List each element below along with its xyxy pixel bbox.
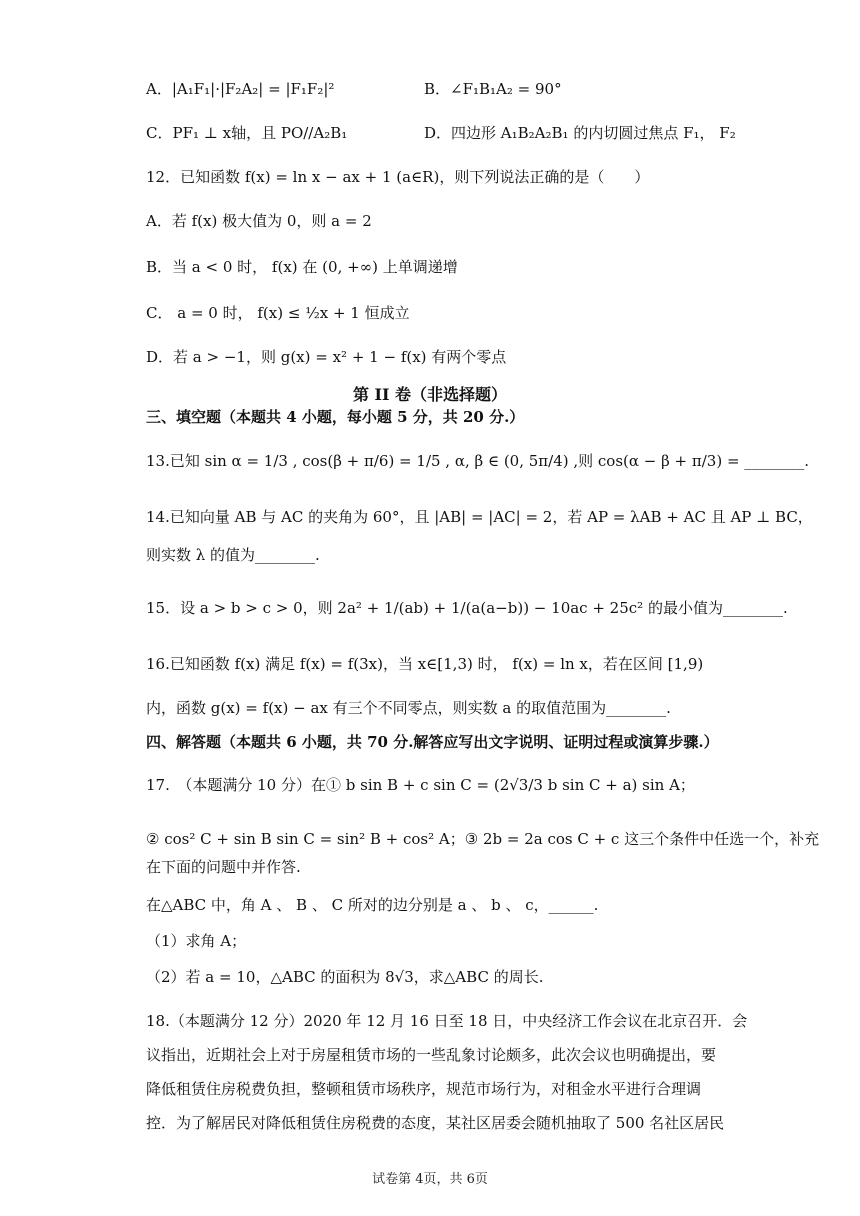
option-b-top: B．∠F₁B₁A₂ = 90° — [424, 80, 562, 98]
q17-part1: （1）求角 A； — [146, 932, 247, 950]
q13: 13.已知 sin α = 1/3 , cos(β + π/6) = 1/5 , α, β ∈ (0, 5π/4) ,则 cos(α − β + π/3) = ________. — [146, 452, 810, 470]
q17-line3: 在下面的问题中并作答. — [146, 858, 301, 876]
option-c-top: C．PF₁ ⊥ x轴，且 PO//A₂B₁ — [146, 124, 348, 142]
q14-line1: 14.已知向量 AB 与 AC 的夹角为 60°，且 |AB| = |AC| = 2，若 AP = λAB + AC 且 AP ⊥ BC， — [146, 508, 813, 526]
q17-line2: ② cos² C + sin B sin C = sin² B + cos² A；③ 2b = 2a cos C + c 这三个条件中任选一个，补充 — [146, 830, 820, 848]
q18-line1: 18.（本题满分 12 分）2020 年 12 月 16 日至 18 日，中央经济工作会议在北京召开．会 — [146, 1012, 748, 1030]
q17-line4: 在△ABC 中，角 A 、 B 、 C 所对的边分别是 a 、 b 、 c，______. — [146, 896, 599, 914]
page-footer: 试卷第 4页，共 6页 — [372, 1172, 488, 1187]
q18-line4: 控．为了解居民对降低租赁住房税费的态度，某社区居委会随机抽取了 500 名社区居民 — [146, 1114, 725, 1132]
q18-line2: 议指出，近期社会上对于房屋租赁市场的一些乱象讨论颇多，此次会议也明确提出，要 — [146, 1046, 717, 1064]
option-a-top: A．|A₁F₁|·|F₂A₂| = |F₁F₂|² — [146, 80, 335, 98]
q17-part2: （2）若 a = 10，△ABC 的面积为 8√3，求△ABC 的周长. — [146, 968, 544, 986]
q12-option-c: C． a = 0 时， f(x) ≤ ½x + 1 恒成立 — [146, 304, 410, 322]
q14-line2: 则实数 λ 的值为________. — [146, 546, 320, 564]
q16-line2: 内，函数 g(x) = f(x) − ax 有三个不同零点，则实数 a 的取值范围为________. — [146, 699, 671, 717]
q17-line1: 17. （本题满分 10 分）在① b sin B + c sin C = (2√3/3 b sin C + a) sin A； — [146, 776, 695, 794]
q12-option-d: D．若 a > −1，则 g(x) = x² + 1 − f(x) 有两个零点 — [146, 348, 507, 366]
q12-stem: 12．已知函数 f(x) = ln x − ax + 1 (a∈R)，则下列说法正确的是（ ） — [146, 168, 650, 186]
option-d-top: D．四边形 A₁B₂A₂B₁ 的内切圆过焦点 F₁， F₂ — [424, 124, 736, 142]
q12-option-a: A．若 f(x) 极大值为 0，则 a = 2 — [146, 212, 372, 230]
section-3-heading: 三、填空题（本题共 4 小题，每小题 5 分，共 20 分.） — [146, 408, 525, 426]
section-4-heading: 四、解答题（本题共 6 小题，共 70 分.解答应写出文字说明、证明过程或演算步骤.） — [146, 733, 719, 751]
q18-line3: 降低租赁住房税费负担，整顿租赁市场秩序，规范市场行为，对租金水平进行合理调 — [146, 1080, 702, 1098]
q16-line1: 16.已知函数 f(x) 满足 f(x) = f(3x)，当 x∈[1,3) 时， f(x) = ln x，若在区间 [1,9) — [146, 655, 704, 673]
part2-title: 第 II 卷（非选择题） — [352, 385, 508, 404]
q15: 15．设 a > b > c > 0，则 2a² + 1/(ab) + 1/(a(a−b)) − 10ac + 25c² 的最小值为________. — [146, 599, 788, 617]
q12-option-b: B．当 a < 0 时， f(x) 在 (0, +∞) 上单调递增 — [146, 258, 458, 276]
